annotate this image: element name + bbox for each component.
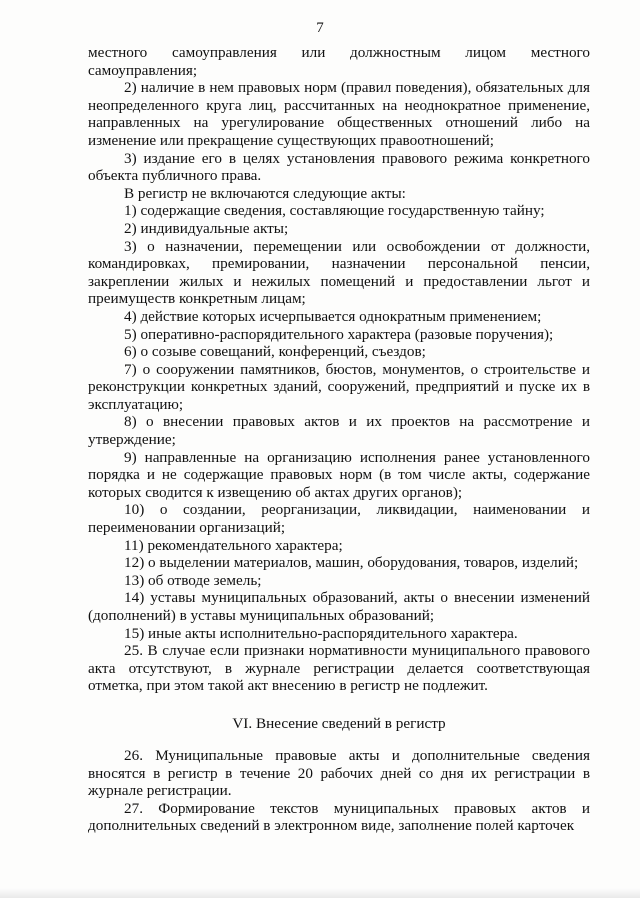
list-item: 1) содержащие сведения, составляющие государственную тайну; — [124, 202, 545, 220]
list-item: 2) индивидуальные акты; — [124, 219, 289, 237]
paragraph: 25. В случае если признаки нормативности муниципального правового акта отсутствуют, в журнале регистрации делается соответствующая отметка, при этом такой акт внесению в регистр не подлежит. — [88, 642, 590, 695]
list-item: 10) о создании, реорганизации, ликвидации, наименовании и переименовании организаций; — [88, 501, 590, 537]
list-item: 9) направленные на организацию исполнения ранее установленного порядка и не содержащие правовых норм (в том числе акты, содержание которых сводится к извещению об актах других органов); — [88, 448, 590, 501]
list-item: 13) об отводе земель; — [124, 571, 262, 589]
paragraph: 2) наличие в нем правовых норм (правил поведения), обязательных для неопределенного круга лиц, рассчитанных на неоднократное применение, направленных на урегулирование общественных отношений либо на изменение или прекращение существующих правоотношений; — [88, 79, 590, 149]
paragraph: В регистр не включаются следующие акты: — [124, 184, 406, 202]
scan-edge — [0, 888, 640, 898]
list-item: 15) иные акты исполнительно-распорядительного характера. — [124, 624, 518, 642]
list-item: 7) о сооружении памятников, бюстов, монументов, о строительстве и реконструкции конкретных зданий, сооружений, предприятий и пуске их в эксплуатацию; — [88, 360, 590, 413]
list-item: 5) оперативно-распорядительного характера (разовые поручения); — [124, 325, 554, 343]
list-item: 8) о внесении правовых актов и их проектов на рассмотрение и утверждение; — [88, 413, 590, 449]
paragraph: 26. Муниципальные правовые акты и дополнительные сведения вносятся в регистр в течение 20 рабочих дней со дня их регистрации в журнале регистрации. — [88, 746, 590, 800]
paragraph: 3) издание его в целях установления правового режима конкретного объекта публичного права. — [88, 149, 590, 185]
paragraph: 27. Формирование текстов муниципальных правовых актов и дополнительных сведений в электронном виде, заполнение полей карточек — [88, 799, 590, 835]
list-item: 12) о выделении материалов, машин, оборудования, товаров, изделий; — [124, 554, 579, 572]
section-heading: VI. Внесение сведений в регистр — [232, 714, 446, 732]
list-item: 3) о назначении, перемещении или освобождении от должности, командировках, премировании, назначении персональной пенсии, закреплении жилых и нежилых помещений и предоставлении льгот и преимуществ конкретным лицам; — [88, 237, 590, 308]
list-item: 14) уставы муниципальных образований, акты о внесении изменений (дополнений) в уставы муниципальных образований; — [88, 589, 590, 624]
document-body — [88, 44, 590, 835]
paragraph: местного самоуправления или должностным лицом местного самоуправления; — [88, 44, 590, 79]
list-item: 6) о созыве совещаний, конференций, съездов; — [124, 343, 426, 361]
page-number: 7 — [316, 20, 324, 36]
list-item: 11) рекомендательного характера; — [124, 536, 343, 554]
list-item: 4) действие которых исчерпывается однократным применением; — [124, 307, 542, 325]
